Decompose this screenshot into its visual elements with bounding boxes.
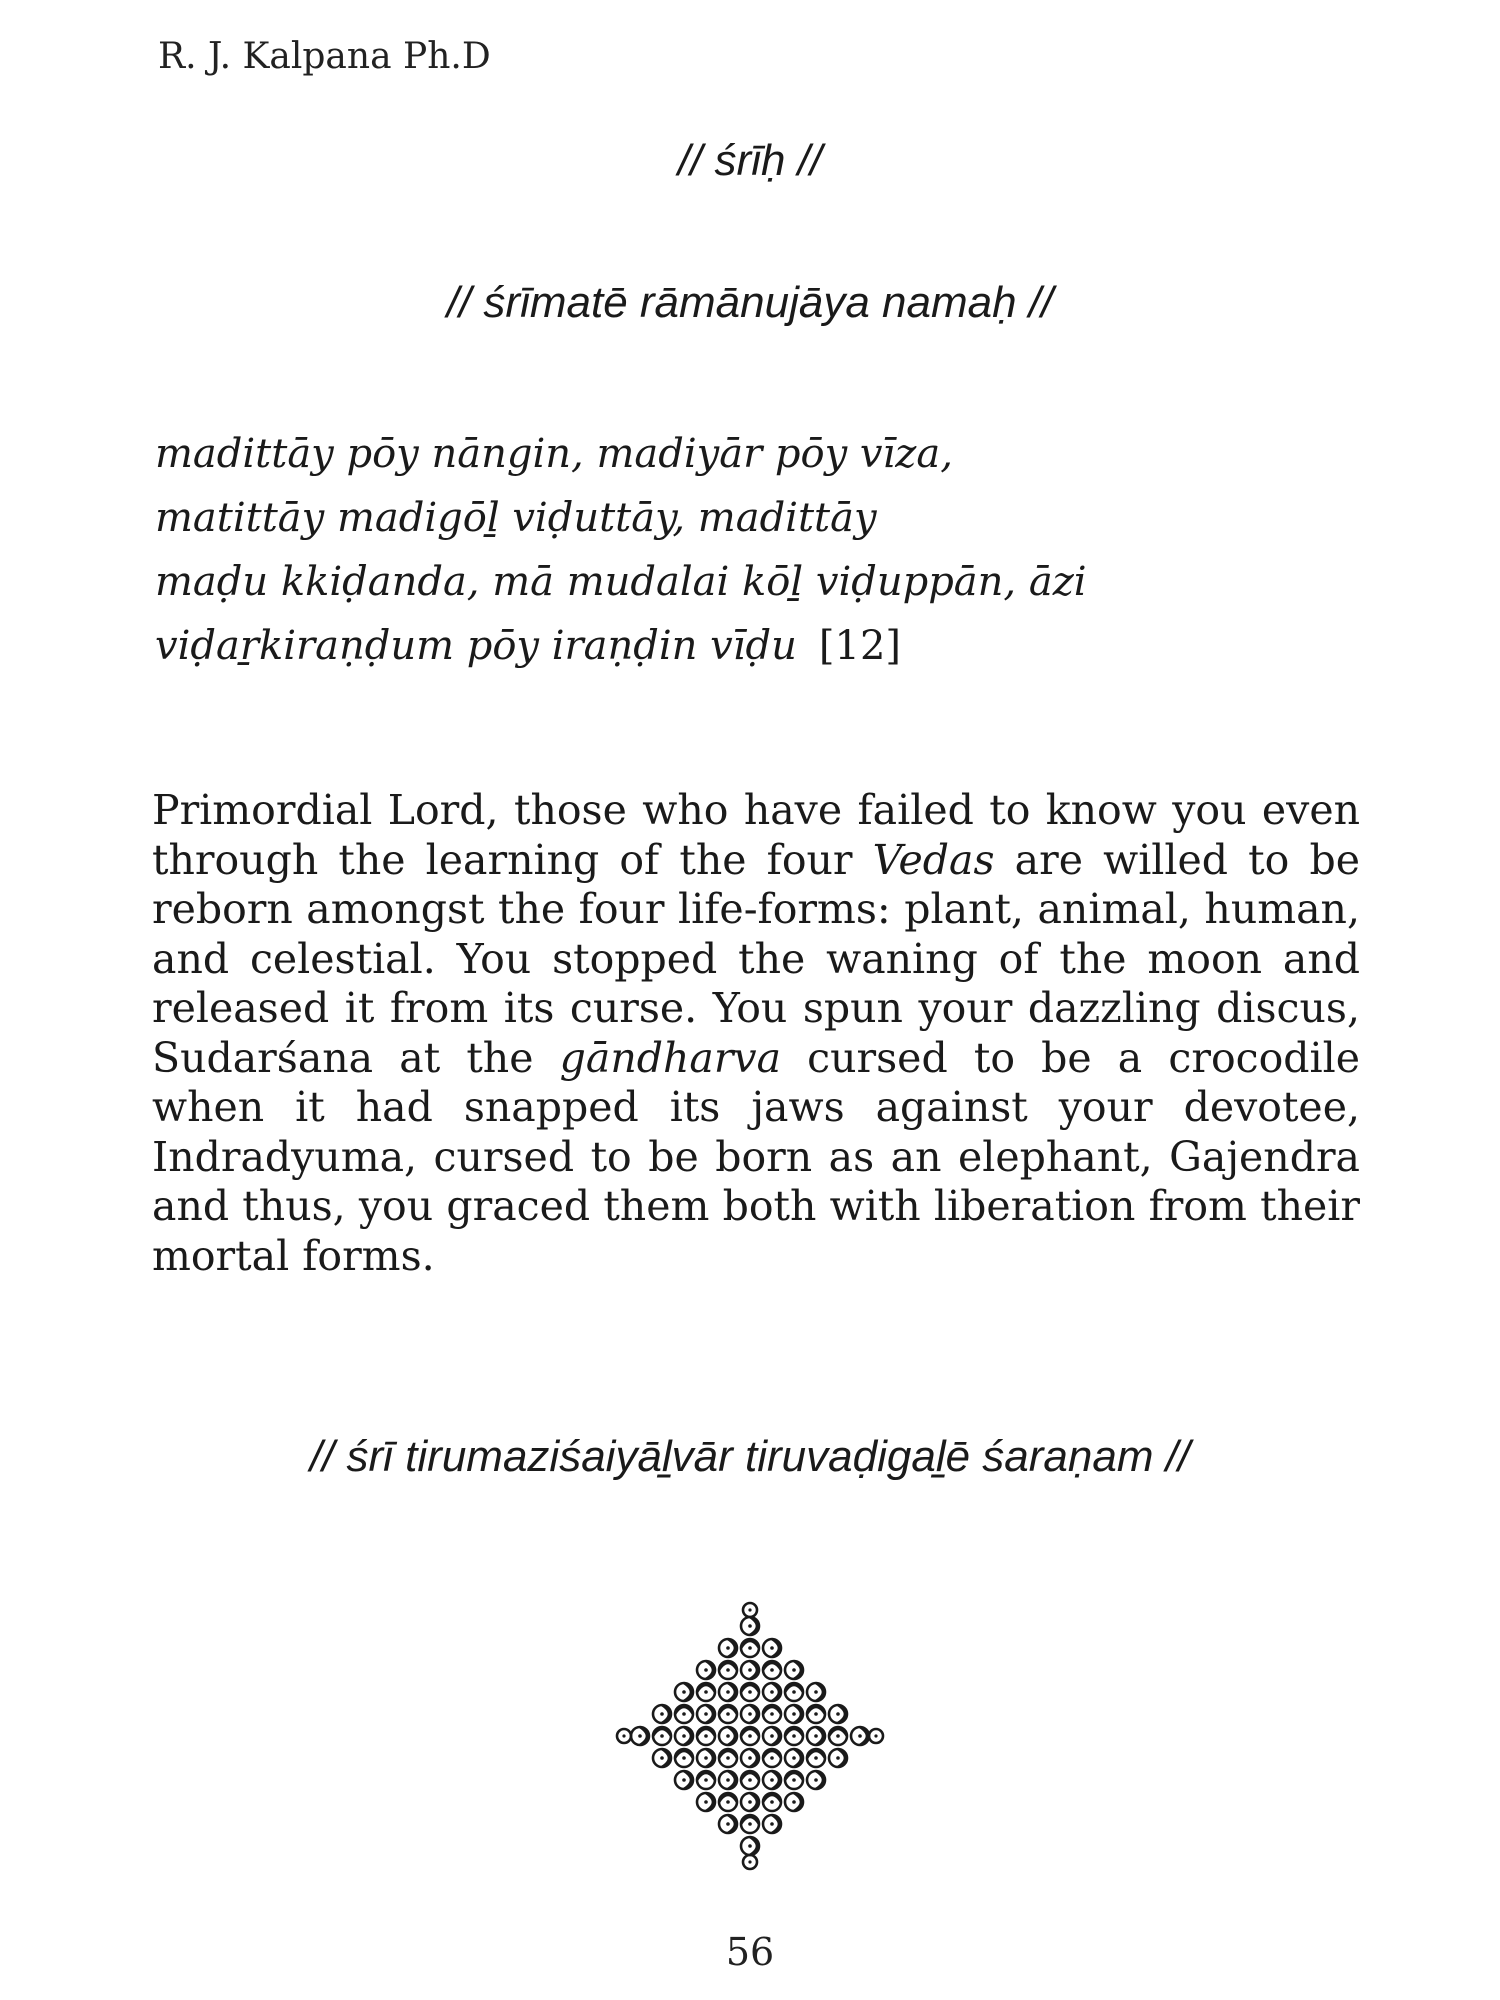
translation-term-gandharva: gāndharva — [559, 1033, 782, 1082]
verse-line-4 — [155, 614, 1087, 678]
translation-text-1: Primordial Lord, those who have failed to know you even through the learning of the four — [152, 786, 1360, 884]
page-number: 56 — [725, 1930, 775, 1974]
verse-line-4-text: viḍaṟkiraṇḍum pōy iraṇḍin vīḍu — [155, 623, 797, 669]
invocation-closing: // śrī tirumaziśaiyāḻvār tiruvaḍigaḻē śaraṇam // — [309, 1432, 1191, 1481]
verse-line-2: matittāy madigōḻ viḍuttāy, madittāy — [155, 495, 877, 541]
verse-block — [155, 422, 1087, 678]
invocation-srih: // śrīḥ // — [677, 136, 823, 185]
running-head-author: R. J. Kalpana Ph.D — [158, 36, 491, 77]
translation-paragraph — [152, 786, 1360, 1281]
translation-text-2: are willed to be reborn amongst the four life-forms: plant, animal, human, and celestial. You stopped the waning of the moon and released it from its curse. You spun your dazzling discus, Sudarśana at the — [152, 835, 1360, 1082]
verse-number: [12] — [818, 623, 902, 669]
kolam-ornament-icon — [602, 1588, 898, 1884]
verse-line-1: madittāy pōy nāngin, madiyār pōy vīza, — [155, 431, 953, 477]
verse-line-3: maḍu kkiḍanda, mā mudalai kōḻ viḍuppān, āzi — [155, 559, 1087, 605]
translation-term-vedas: Vedas — [872, 835, 995, 884]
translation-text-3: cursed to be a crocodile when it had snapped its jaws against your devotee, Indradyuma, cursed to be born as an elephant, Gajendra and thus, you graced them both with liberation from their mortal forms. — [152, 1033, 1361, 1280]
invocation-ramanuja: // śrīmatē rāmānujāya namaḥ // — [446, 278, 1054, 327]
